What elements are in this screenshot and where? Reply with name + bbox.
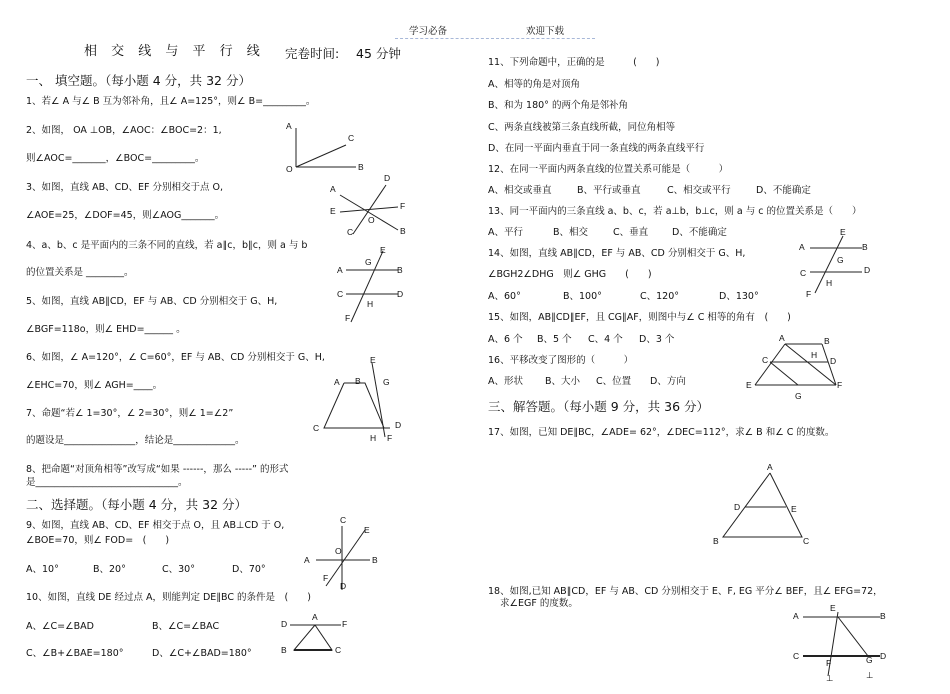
question-15: 15、如图，AB∥CD∥EF，且 CG∥AF，则图中与∠ C 相等的角有 ( ) [488, 312, 791, 323]
q14-option-a: A、60° [488, 291, 521, 302]
f18-label-e: E [830, 603, 836, 613]
q13-option-d: D、不能确定 [672, 227, 727, 238]
f6-label-a: A [334, 377, 340, 387]
f6-label-c: C [313, 423, 320, 433]
question-4-line2: 的位置关系是 ________。 [26, 267, 134, 278]
section1-heading: 一、 填空题。（每小题 4 分，共 32 分） [26, 73, 251, 88]
f17-label-e: E [791, 504, 797, 514]
f9-label-c: C [340, 515, 347, 525]
q16-option-b: B、大小 [545, 376, 581, 387]
f15-label-h: H [811, 350, 818, 360]
f3-label-d: D [384, 173, 391, 183]
question-12: 12、在同一平面内两条直线的位置关系可能是（ ） [488, 164, 729, 175]
question-9-line1: 9、如图，直线 AB、CD、EF 相交于点 O，且 AB⊥CD 于 O, [26, 520, 285, 531]
f5-label-a: A [337, 265, 343, 275]
f6-label-d: D [395, 420, 402, 430]
q15-option-b: B、5 个 [537, 334, 572, 345]
question-3-line1: 3、如图，直线 AB、CD、EF 分别相交于点 O, [26, 182, 224, 193]
question-2-line2: 则∠AOC=_______，∠BOC=_________。 [26, 153, 205, 164]
q10-option-d: D、∠C+∠BAD=180° [152, 648, 252, 659]
f3-label-b: B [400, 226, 406, 236]
f2-label-c: C [348, 133, 355, 143]
f18-label-f: F [826, 658, 832, 668]
f15-label-f: F [837, 380, 843, 390]
question-7-line1: 7、命题“若∠ 1=30°，∠ 2=30°，则∠ 1=∠2” [26, 408, 234, 419]
f18-label-d: D [880, 651, 887, 661]
q9-option-d: D、70° [232, 564, 266, 575]
question-8-line1: 8、把命题“对顶角相等”改写成“如果 ------，那么 -----” 的形式 [26, 464, 289, 475]
f18-label-b: B [880, 611, 886, 621]
question-4-line1: 4、a、b、c 是平面内的三条不同的直线，若 a∥c，b∥c，则 a 与 b [26, 240, 308, 251]
f14-label-h: H [826, 278, 833, 288]
f5-label-e: E [380, 245, 386, 255]
page-title: 相 交 线 与 平 行 线 [84, 44, 265, 59]
q12-option-a: A、相交或垂直 [488, 185, 552, 196]
f14-label-e: E [840, 227, 846, 237]
q10-option-a: A、∠C=∠BAD [26, 621, 94, 632]
question-1: 1、若∠ A 与∠ B 互为邻补角，且∠ A=125°，则∠ B=_________。 [26, 96, 316, 107]
q13-option-c: C、垂直 [613, 227, 649, 238]
f14-label-a: A [799, 242, 805, 252]
question-18-line1: 18、如图,已知 AB∥CD，EF 与 AB、CD 分别相交于 E、F, EG 平分∠ BEF，且∠ EFG=72， [488, 586, 883, 597]
f17-label-b: B [713, 536, 719, 546]
q16-option-c: C、位置 [596, 376, 632, 387]
question-6-line1: 6、如图，∠ A=120°，∠ C=60°，EF 与 AB、CD 分别相交于 G、H, [26, 352, 325, 363]
q12-option-d: D、不能确定 [756, 185, 811, 196]
section2-heading: 二、选择题。（每小题 4 分，共 32 分） [26, 497, 248, 512]
f6-label-f: F [387, 433, 393, 443]
f15-label-a: A [779, 333, 785, 343]
f3-label-o: O [368, 215, 375, 225]
q16-option-a: A、形状 [488, 376, 523, 387]
q14-option-b: B、100° [563, 291, 602, 302]
q15-option-a: A、6 个 [488, 334, 523, 345]
question-10: 10、如图，直线 DE 经过点 A，则能判定 DE∥BC 的条件是 ( ) [26, 592, 311, 603]
header-right: 欢迎下载 [526, 26, 565, 37]
question-14-line1: 14、如图，直线 AB∥CD，EF 与 AB、CD 分别相交于 G、H, [488, 248, 746, 259]
question-5-line2: ∠BGF=118o，则∠ EHD=______ 。 [26, 324, 186, 335]
q11-option-d: D、在同一平面内垂直于同一条直线的两条直线平行 [488, 143, 705, 154]
f15-label-b: B [824, 336, 830, 346]
f15-label-d: D [830, 356, 837, 366]
q12-option-c: C、相交或平行 [667, 185, 731, 196]
f2-label-a: A [286, 121, 292, 131]
f3-label-c: C [347, 227, 354, 237]
f18-label-c: C [793, 651, 800, 661]
f5-label-b: B [397, 265, 403, 275]
f10-label-b: B [281, 645, 287, 655]
question-14-line2: ∠BGH2∠DHG 则∠ GHG ( ) [488, 269, 652, 280]
q15-option-c: C、4 个 [588, 334, 623, 345]
f17-label-d: D [734, 502, 741, 512]
f2-label-b: B [358, 162, 364, 172]
f9-label-e: E [364, 525, 370, 535]
f10-label-c: C [335, 645, 342, 655]
f10-label-f: F [342, 619, 348, 629]
time-value: 45 分钟 [356, 46, 401, 61]
question-7-line2: 的题设是_______________，结论是_____________。 [26, 435, 245, 446]
f6-label-b: B [355, 376, 361, 386]
f9-label-f: F [323, 573, 329, 583]
f6-label-g: G [383, 377, 390, 387]
question-8-line2: 是______________________________。 [26, 477, 188, 488]
f5-label-g: G [365, 257, 372, 267]
f2-label-o: O [286, 164, 293, 174]
f9-label-d: D [340, 581, 347, 591]
f5-label-d: D [397, 289, 404, 299]
f9-label-a: A [304, 555, 310, 565]
question-6-line2: ∠EHC=70，则∠ AGH=____。 [26, 380, 163, 391]
q14-option-c: C、120° [640, 291, 680, 302]
q14-option-d: D、130° [719, 291, 759, 302]
question-18-line2: 求∠EGF 的度数。 [500, 598, 578, 609]
f14-label-g: G [837, 255, 844, 265]
f14-label-b: B [862, 242, 868, 252]
f18-perp-mark-2: ⊥ [866, 670, 874, 680]
f15-label-e: E [746, 380, 752, 390]
q16-option-d: D、方向 [650, 376, 686, 387]
f3-label-f: F [400, 201, 406, 211]
q10-option-b: B、∠C=∠BAC [152, 621, 220, 632]
f6-label-e: E [370, 355, 376, 365]
q11-option-b: B、和为 180° 的两个角是邻补角 [488, 100, 628, 111]
f3-label-e: E [330, 206, 336, 216]
q9-option-c: C、30° [162, 564, 195, 575]
f9-label-o: O [335, 546, 342, 556]
f17-label-c: C [803, 536, 810, 546]
q10-option-c: C、∠B+∠BAE=180° [26, 648, 124, 659]
f3-label-a: A [330, 184, 336, 194]
f15-label-c: C [762, 355, 769, 365]
q9-option-a: A、10° [26, 564, 59, 575]
question-3-line2: ∠AOE=25，∠DOF=45，则∠AOG_______。 [26, 210, 225, 221]
q15-option-d: D、3 个 [639, 334, 675, 345]
f5-label-c: C [337, 289, 344, 299]
f18-perp-mark-1: ⊥ [826, 673, 834, 683]
q13-option-b: B、相交 [553, 227, 589, 238]
f5-label-f: F [345, 313, 351, 323]
question-11: 11、下列命题中，正确的是 ( ) [488, 57, 660, 68]
f18-label-g: G [866, 655, 873, 665]
f6-label-h: H [370, 433, 377, 443]
f5-label-h: H [367, 299, 374, 309]
question-16: 16、平移改变了图形的（ ） [488, 355, 634, 366]
question-17: 17、如图，已知 DE∥BC，∠ADE= 62°，∠DEC=112°，求∠ B 和∠ C 的度数。 [488, 427, 835, 438]
section3-heading: 三、解答题。（每小题 9 分，共 36 分） [488, 399, 710, 414]
question-9-line2: ∠BOE=70，则∠ FOD= ( ) [26, 535, 170, 546]
question-2-line1: 2、如图， OA ⊥OB，∠AOC：∠BOC=2：1, [26, 125, 222, 136]
q11-option-c: C、两条直线被第三条直线所截，同位角相等 [488, 122, 676, 133]
f14-label-c: C [800, 268, 807, 278]
question-13: 13、同一平面内的三条直线 a、b、c，若 a⊥b，b⊥c，则 a 与 c 的位置关系是（ ） [488, 206, 862, 217]
header-left: 学习必备 [409, 26, 448, 37]
f14-label-d: D [864, 265, 871, 275]
time-label: 完卷时间: [285, 46, 340, 61]
f9-label-b: B [372, 555, 378, 565]
q9-option-b: B、20° [93, 564, 126, 575]
q11-option-a: A、相等的角是对顶角 [488, 79, 580, 90]
f18-label-a: A [793, 611, 799, 621]
f10-label-d: D [281, 619, 288, 629]
f10-label-a: A [312, 612, 318, 622]
q12-option-b: B、平行或垂直 [577, 185, 641, 196]
f14-label-f: F [806, 289, 812, 299]
f15-label-g: G [795, 391, 802, 401]
q13-option-a: A、平行 [488, 227, 523, 238]
f17-label-a: A [767, 462, 773, 472]
question-5-line1: 5、如图，直线 AB∥CD，EF 与 AB、CD 分别相交于 G、H, [26, 296, 278, 307]
